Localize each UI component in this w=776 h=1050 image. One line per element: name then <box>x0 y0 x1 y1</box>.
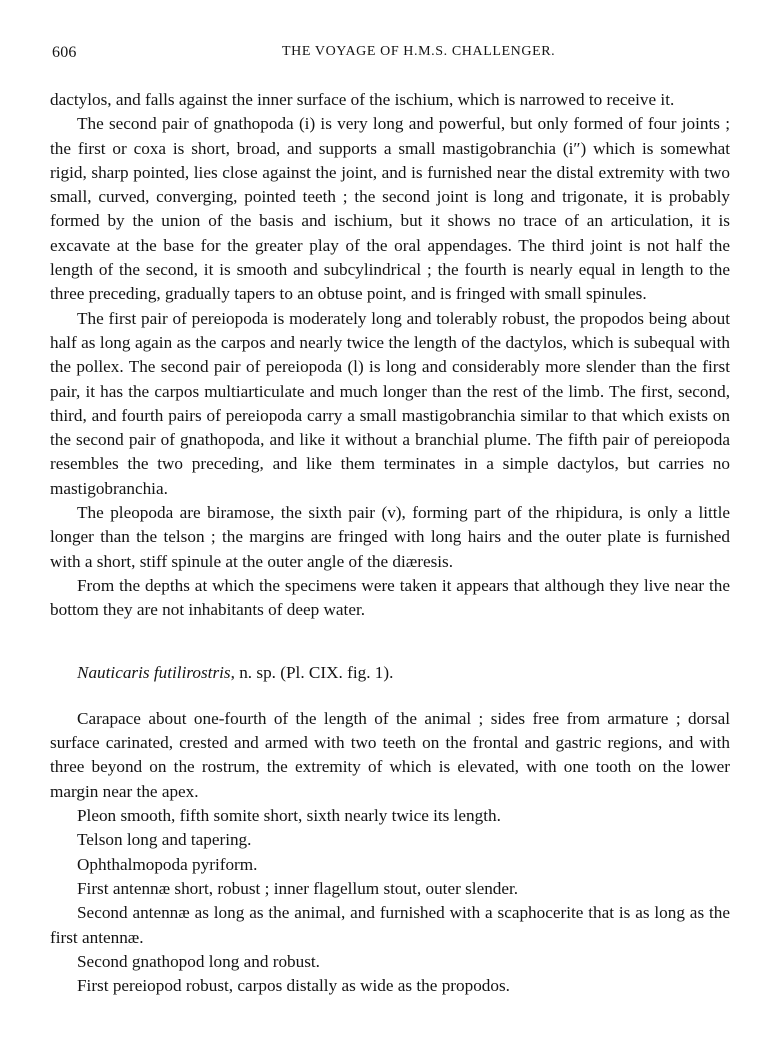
description-paragraph: Telson long and tapering. <box>77 830 252 850</box>
species-name: Nauticaris futilirostris <box>77 662 231 682</box>
page-header <box>50 44 730 66</box>
description-paragraph: First antennæ short, robust ; inner flagellum stout, outer slender. <box>77 878 519 898</box>
description-paragraph: Ophthalmopoda pyriform. <box>77 854 258 874</box>
page-body <box>50 88 730 998</box>
species-heading-rest: , n. sp. (Pl. CIX. fig. 1). <box>230 662 394 682</box>
paragraph: The pleopoda are biramose, the sixth pair (v), forming part of the rhipidura, is only a little longer than the telson ; the margins are fringed with long hairs and the outer plate is furnished with a short, stiff spinule at the outer angle of the diæresis. <box>50 503 730 571</box>
description-paragraph: First pereiopod robust, carpos distally as wide as the propodos. <box>77 976 510 996</box>
description-paragraph: Second antennæ as long as the animal, and furnished with a scaphocerite that is as long as the first antennæ. <box>50 903 730 947</box>
running-title: THE VOYAGE OF H.M.S. CHALLENGER. <box>282 44 556 59</box>
paragraph: The first pair of pereiopoda is moderately long and tolerably robust, the propodos being about half as long again as the carpos and nearly twice the length of the dactylos, which is subequal with the pollex. The second pair of pereiopoda (l) is long and considerably more slender than the first pair, it has the carpos multiarticulate and much longer than the rest of the limb. The first, second, third, and fourth pairs of pereiopoda carry a small mastigobranchia similar to that which exists on the second pair of gnathopoda, and like it without a branchial plume. The fifth pair of pereiopoda resembles the two preceding, and like them terminates in a simple dactylos, but carries no mastigobranchia. <box>50 308 730 498</box>
paragraph: dactylos, and falls against the inner surface of the ischium, which is narrowed to receive it. <box>50 90 675 109</box>
description-paragraph: Pleon smooth, fifth somite short, sixth nearly twice its length. <box>77 806 501 826</box>
paragraph: From the depths at which the specimens were taken it appears that although they live near the bottom they are not inhabitants of deep water. <box>50 575 730 620</box>
species-heading <box>50 661 730 685</box>
description-paragraph: Second gnathopod long and robust. <box>77 951 320 971</box>
description-paragraph: Carapace about one-fourth of the length of the animal ; sides free from armature ; dorsal surface carinated, crested and armed with two teeth on the frontal and gastric regions, and with three beyond on the rostrum, the extremity of which is elevated, with one tooth on the lower margin near the apex. <box>50 708 730 801</box>
paragraph: The second pair of gnathopoda (i) is very long and powerful, but only formed of four joints ; the first or coxa is short, broad, and supports a small mastigobranchia (i″) which is somewhat rigid, sharp pointed, lies close against the joint, and is furnished near the distal extremity with two small, curved, converging, pointed teeth ; the second joint is long and trigonate, it is probably formed by the union of the basis and ischium, but it shows no trace of an articulation, it is excavate at the base for the greater play of the oral appendages. The third joint is not half the length of the second, it is smooth and subcylindrical ; the fourth is nearly equal in length to the three preceding, gradually tapers to an obtuse point, and is fringed with small spinules. <box>50 114 730 304</box>
page-number: 606 <box>52 44 77 61</box>
